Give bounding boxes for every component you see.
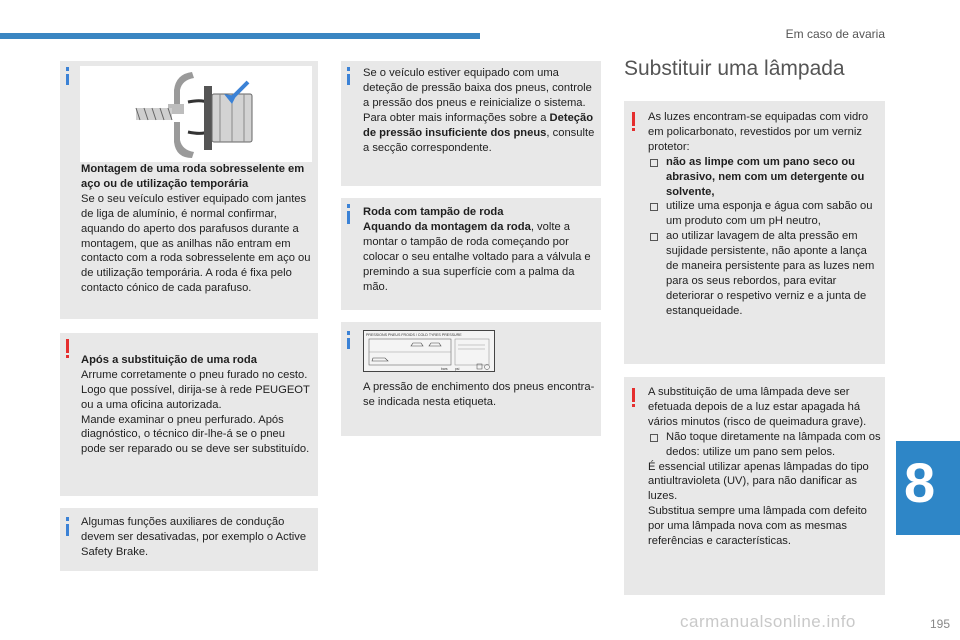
bullet-item: Não toque diretamente na lâmpada com os dedos: utilize um pano sem pelos. (648, 430, 882, 460)
info-icon (66, 74, 69, 85)
chapter-title: Em caso de avaria (785, 27, 885, 41)
wheel-trim-text: Roda com tampão de roda Aquando da montagem da roda, volte a montar o tampão de roda começando por colocar o seu entalhe voltado para a válvula e premindo a sua superfície com a palma da mão. (363, 206, 591, 293)
chapter-number: 8 (904, 451, 936, 514)
note-wheel-trim (341, 198, 601, 310)
bullet-item: utilize uma esponja e água com sabão ou um produto com um pH neutro, (648, 199, 882, 229)
header-bar (0, 33, 480, 39)
pressure-label-text: A pressão de enchimento dos pneus encontra-se indicada nesta etiqueta. (363, 381, 595, 408)
driving-aids-text: Algumas funções auxiliares de condução devem ser desativadas, por exemplo o Active Safety Brake. (81, 516, 307, 558)
info-icon (347, 211, 350, 224)
after-replacement-text: Após a substituição de uma roda Arrume corretamente o pneu furado no cesto. Logo que possível, dirija-se à rede PEUGEOT ou a uma oficina autorizada. Mande examinar o pneu perfurado. Após diagnóstico, o técnico dir-lhe-á se o pneu pode ser reparado ou se deve ser substituído. (81, 353, 310, 456)
warning-icon (632, 112, 635, 126)
info-icon (66, 524, 69, 536)
note-pressure-label (341, 322, 601, 436)
tyre-pressure-label-image (363, 330, 495, 372)
wheel-bolt-illustration (80, 66, 312, 162)
tyre-pressure-detection-text: Se o veículo estiver equipado com uma deteção de pressão baixa dos pneus, controle a pressão dos pneus e reinicialize o sistema. Para obter mais informações sobre a Deteção de pressão insuficiente dos pneus, consulte a secção correspondente. (363, 67, 595, 154)
note-tyre-pressure-detection (341, 61, 601, 186)
svg-text:PRESSIONS PNEUS FROIDS / COLD: PRESSIONS PNEUS FROIDS / COLD TYRES PRESSURE (366, 333, 462, 337)
warning-icon (66, 339, 69, 353)
bullet-item: ao utilizar lavagem de alta pressão em sujidade persistente, não aponte a lança de maneira persistente para as luzes nem para os seus rebordos, para evitar deteriorar o respetivo verniz e a junta de estanqueidade. (648, 229, 882, 318)
watermark: carmanualsonline.info (680, 612, 856, 631)
bullet-item: não as limpe com um pano seco ou abrasivo, nem com um detergente ou solvente, (648, 155, 882, 200)
polycarbonate-text: As luzes encontram-se equipadas com vidro em policarbonato, revestidos por um verniz protetor: não as limpe com um pano seco ou abrasivo, nem com um detergente ou solvente, utilize uma esponja e água com sabão ou um produto com um pH neutro, ao utilizar lavagem de alta pressão em sujidade persistente, não aponte a lança de maneira persistente para as luzes nem para os seus rebordos, para evitar deteriorar o respetivo verniz e a junta de estanqueidade. (648, 110, 882, 319)
section-title: Substituir uma lâmpada (624, 57, 845, 80)
svg-text:psi: psi (455, 367, 460, 371)
svg-text:bars: bars (441, 367, 448, 371)
note-driving-aids (60, 508, 318, 571)
warning-icon (632, 388, 635, 402)
info-icon (347, 338, 350, 349)
rim-note-text: Montagem de uma roda sobresselente em aço ou de utilização temporária Se o seu veículo estiver equipado com jantes de liga de alumínio, é normal confirmar, aquando do aperto dos parafusos durante a montagem, que as anilhas não entram em contacto com a roda sobresselente em aço ou de utilização temporária. A roda é fixa pelo contacto cónico de cada parafuso. (81, 163, 311, 295)
bulb-replacement-text: A substituição de uma lâmpada deve ser efetuada depois de a luz estar apagada há vários minutos (risco de queimadura grave). Não toque diretamente na lâmpada com os dedos: utilize um pano sem pelos. É essencial utilizar apenas lâmpadas do tipo antiultravioleta (UV), para não danificar as luzes. Substitua sempre uma lâmpada com defeito por uma lâmpada nova com as mesmas referências e características. (648, 386, 881, 548)
note-rim-info (60, 61, 318, 319)
warning-bulb-replacement (624, 377, 885, 595)
info-icon (347, 74, 350, 85)
page-number: 195 (929, 617, 950, 631)
note-after-replacement (60, 333, 318, 496)
warning-polycarbonate (624, 101, 885, 364)
